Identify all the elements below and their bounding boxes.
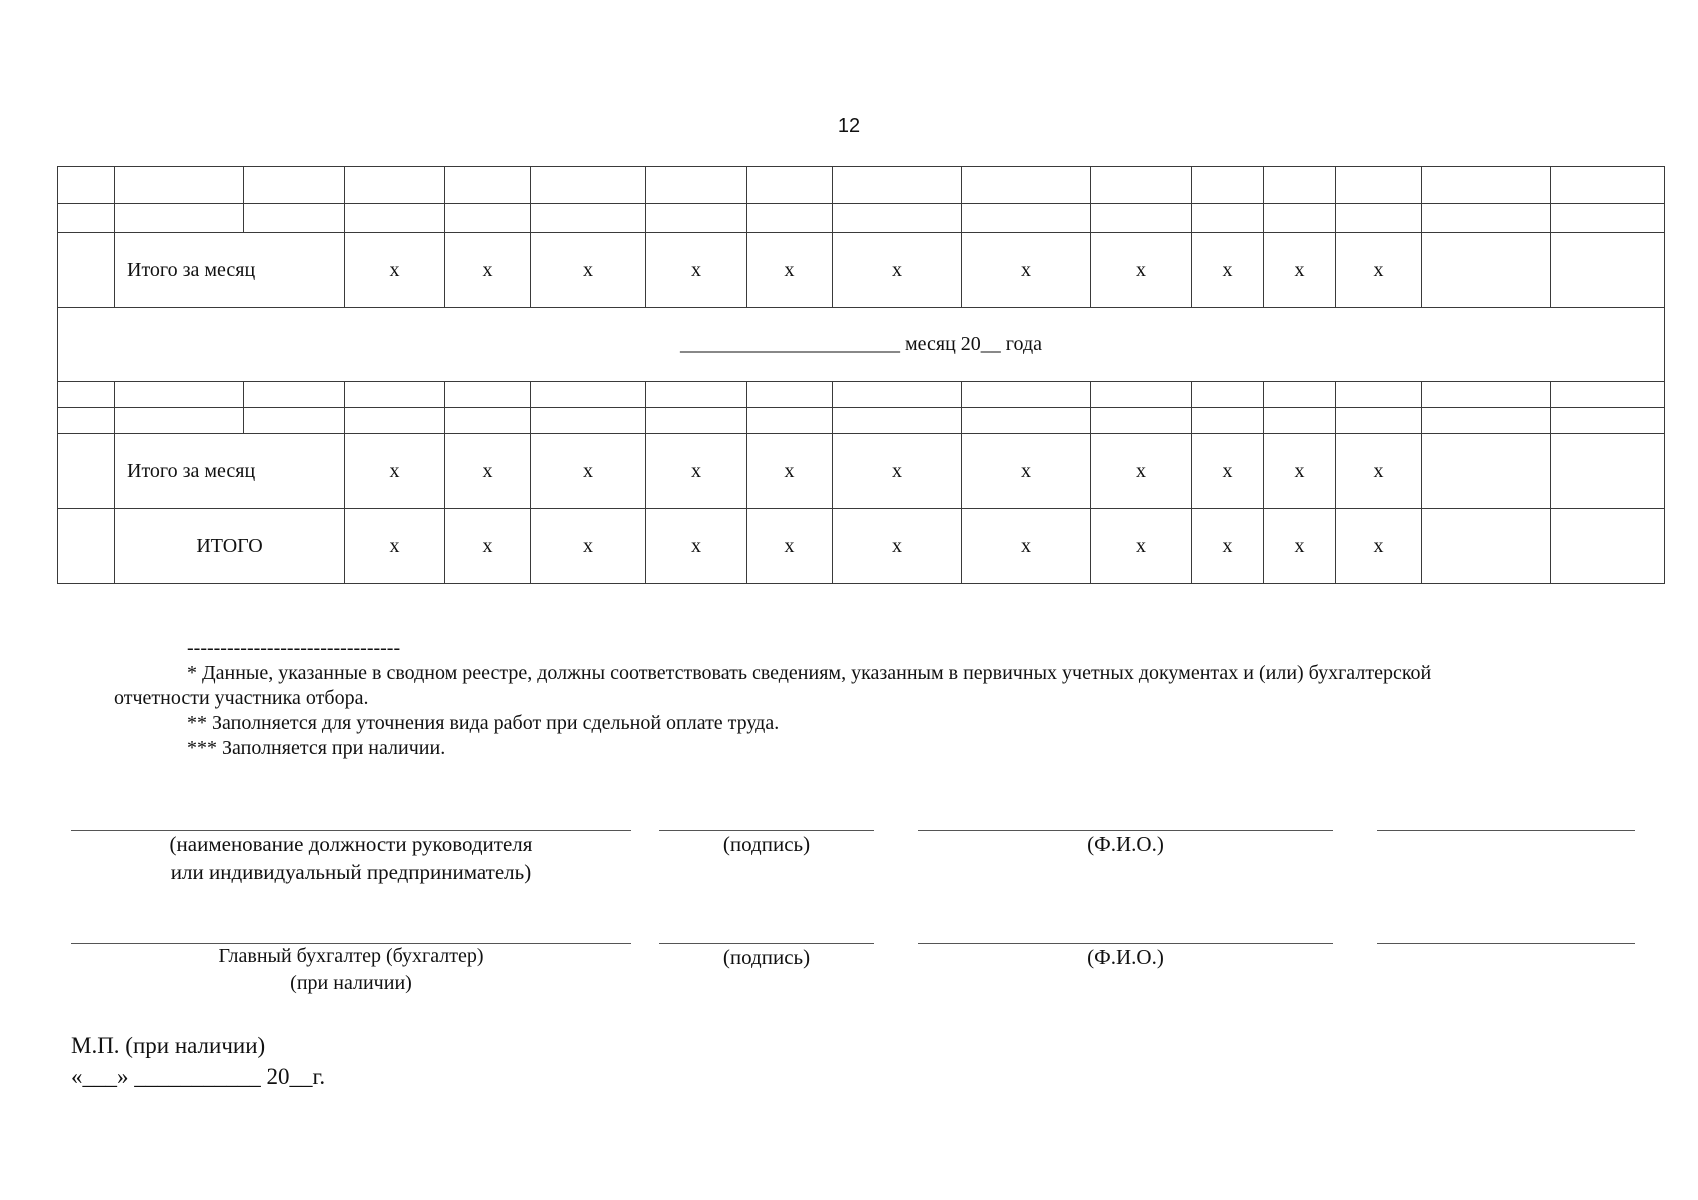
accountant-fio-caption: (Ф.И.О.) [1087, 945, 1164, 969]
accountant-extra-line [1377, 943, 1635, 944]
x-mark: х [1264, 509, 1336, 584]
x-mark: х [1091, 434, 1192, 509]
x-mark: х [1264, 233, 1336, 308]
x-mark: х [833, 509, 962, 584]
x-mark: х [747, 509, 833, 584]
month-header: ______________________ месяц 20__ года [58, 308, 1665, 382]
x-mark: х [962, 434, 1091, 509]
accountant-caption-line2: (при наличии) [290, 972, 412, 994]
month-total-row [58, 233, 1665, 308]
month-total-label: Итого за месяц [115, 434, 345, 509]
x-mark: х [646, 434, 747, 509]
accountant-caption [71, 943, 631, 997]
head-position-caption [71, 830, 631, 886]
head-signature-caption: (подпись) [722, 832, 811, 856]
accountant-caption-line1: Главный бухгалтер (бухгалтер) [218, 945, 484, 967]
x-mark: х [833, 434, 962, 509]
x-mark: х [1336, 233, 1422, 308]
page-number: 12 [837, 115, 861, 137]
x-mark: х [531, 509, 646, 584]
x-mark: х [1192, 233, 1264, 308]
month-total-row [58, 434, 1665, 509]
head-fio-caption: (Ф.И.О.) [1087, 832, 1164, 856]
x-mark: х [531, 434, 646, 509]
x-mark: х [1192, 509, 1264, 584]
x-mark: х [962, 509, 1091, 584]
registry-table [57, 166, 1665, 584]
head-position-caption-line1: (наименование должности руководителя [169, 832, 533, 856]
x-mark: х [747, 233, 833, 308]
footnote-1: * Данные, указанные в сводном реестре, должны соответствовать сведениям, указанным в первичных учетных документах и (или) бухгалтерской [187, 662, 1432, 684]
x-mark: х [646, 233, 747, 308]
footnote-3: *** Заполняется при наличии. [187, 737, 446, 759]
x-mark: х [962, 233, 1091, 308]
accountant-signature-caption: (подпись) [722, 945, 811, 969]
month-header-row [58, 308, 1665, 382]
x-mark: х [345, 434, 445, 509]
table-row [58, 408, 1665, 434]
x-mark: х [445, 509, 531, 584]
footnote-1-continued: отчетности участника отбора. [114, 687, 369, 709]
footnote-2: ** Заполняется для уточнения вида работ при сдельной оплате труда. [187, 712, 780, 734]
table-row [58, 204, 1665, 233]
head-extra-line [1377, 830, 1635, 831]
date-line: «___» ___________ 20__г. [71, 1064, 326, 1089]
table-row [58, 167, 1665, 204]
x-mark: х [345, 233, 445, 308]
x-mark: х [445, 434, 531, 509]
x-mark: х [1091, 233, 1192, 308]
grand-total-label: ИТОГО [115, 509, 345, 584]
stamp-label: М.П. (при наличии) [71, 1033, 266, 1058]
x-mark: х [345, 509, 445, 584]
x-mark: х [833, 233, 962, 308]
x-mark: х [531, 233, 646, 308]
footnote-separator: -------------------------------- [187, 637, 401, 659]
grand-total-row [58, 509, 1665, 584]
x-mark: х [646, 509, 747, 584]
x-mark: х [747, 434, 833, 509]
x-mark: х [1091, 509, 1192, 584]
x-mark: х [1336, 509, 1422, 584]
x-mark: х [1192, 434, 1264, 509]
x-mark: х [1336, 434, 1422, 509]
x-mark: х [445, 233, 531, 308]
head-position-caption-line2: или индивидуальный предприниматель) [170, 860, 532, 884]
table-row [58, 382, 1665, 408]
month-total-label: Итого за месяц [115, 233, 345, 308]
x-mark: х [1264, 434, 1336, 509]
